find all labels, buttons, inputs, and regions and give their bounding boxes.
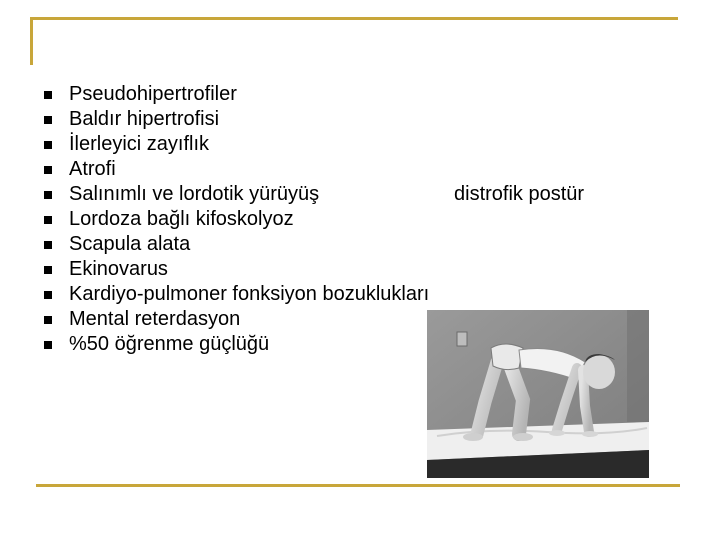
slide-frame-left-line [30,17,33,65]
square-bullet-icon [44,91,52,99]
square-bullet-icon [44,166,52,174]
list-item [44,132,684,157]
list-item [44,232,684,257]
list-item [44,82,684,107]
square-bullet-icon [44,241,52,249]
list-item [44,207,684,232]
bullet-text: Pseudohipertrofiler [69,83,237,105]
bullet-text: %50 öğrenme güçlüğü [69,333,270,355]
list-item [44,107,684,132]
bullet-text: Mental reterdasyon [69,308,241,330]
square-bullet-icon [44,141,52,149]
slide-frame-top-line [30,17,678,20]
square-bullet-icon [44,266,52,274]
bullet-text: Lordoza bağlı kifoskolyoz [69,208,294,230]
list-item [44,257,684,282]
bullet-text-secondary: distrofik postür [454,183,585,205]
bullet-text: İlerleyici zayıflık [69,133,210,155]
square-bullet-icon [44,341,52,349]
list-item [44,182,684,207]
square-bullet-icon [44,191,52,199]
bullet-text: Ekinovarus [69,258,168,280]
square-bullet-icon [44,316,52,324]
list-item [44,282,684,307]
square-bullet-icon [44,216,52,224]
bullet-text: Salınımlı ve lordotik yürüyüş [69,183,320,205]
bullet-text: Kardiyo-pulmoner fonksiyon bozuklukları [69,283,430,305]
square-bullet-icon [44,116,52,124]
slide-frame-bottom-line [36,484,680,487]
bullet-text: Atrofi [69,158,116,180]
list-item [44,157,684,182]
patient-posture-photo [427,310,649,478]
square-bullet-icon [44,291,52,299]
bullet-text: Scapula alata [69,233,191,255]
bullet-text: Baldır hipertrofisi [69,108,220,130]
